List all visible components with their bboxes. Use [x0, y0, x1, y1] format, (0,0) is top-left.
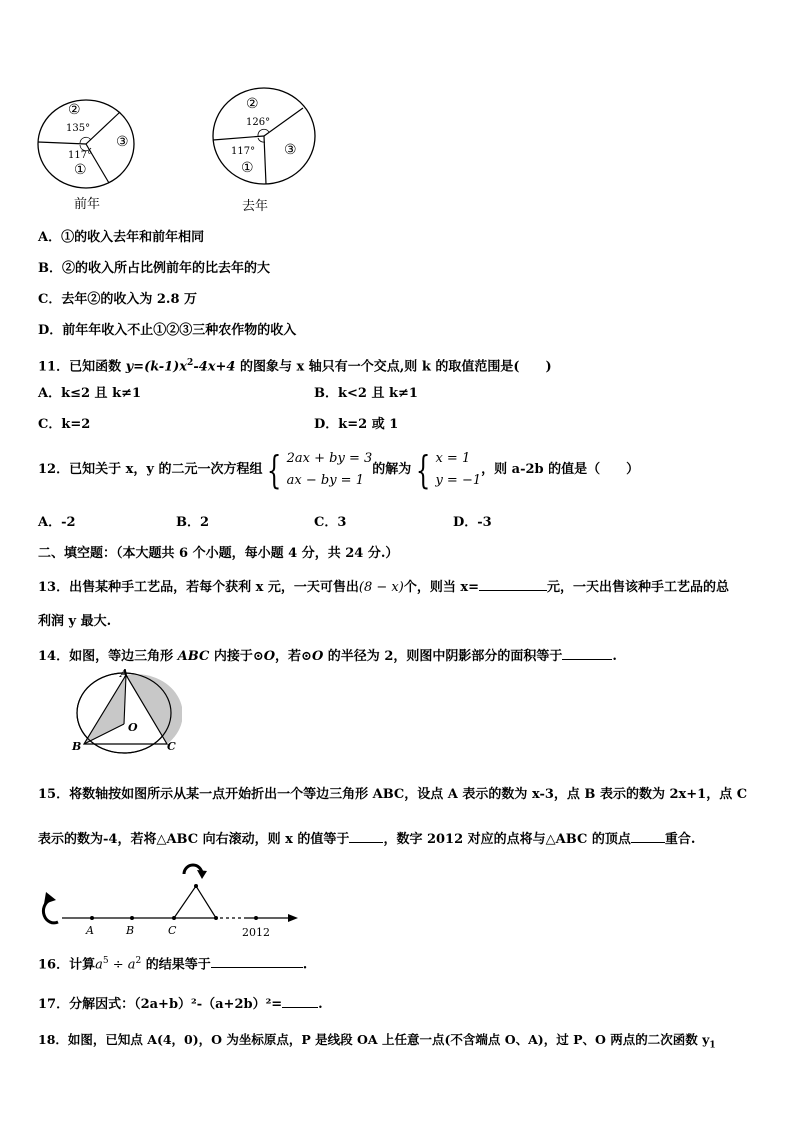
- q14-o2: O: [311, 649, 324, 664]
- q15-line2: [38, 828, 695, 849]
- q11-func-post: -4x+4: [193, 359, 236, 375]
- q14-label-a: A: [120, 668, 129, 680]
- q13-mid: 个，则当 x=: [403, 580, 479, 595]
- q12-solution: [435, 448, 481, 492]
- q11-option-c: C．k=2: [38, 417, 91, 432]
- q10-option-a: A．①的收入去年和前年相同: [38, 230, 205, 245]
- q15-line2-post: 重合.: [664, 832, 696, 847]
- q16-b: a: [127, 957, 136, 973]
- q10-option-c: C．去年②的收入为 2.8 万: [38, 292, 198, 307]
- q12-option-c: C．3: [314, 515, 347, 530]
- q14-stem-post: 的半径为 2，则图中阴影部分的面积等于: [323, 649, 563, 664]
- q12-stem-post: ，则 a-2b 的值是（ ）: [481, 462, 640, 477]
- q12-mid: 的解为: [372, 462, 412, 477]
- q12-stem-pre: 12．已知关于 x，y 的二元一次方程组: [38, 462, 263, 477]
- pie-caption-right: 去年: [242, 199, 269, 214]
- q11-stem-pre: 11．已知函数: [38, 359, 126, 375]
- pie-caption-left: 前年: [74, 197, 101, 212]
- pie-angle-b: 117°: [68, 150, 93, 161]
- q17-text: 17．分解因式：（2a+b）²-（a+2b）²=: [38, 997, 283, 1012]
- q11-option-a: A．k≤2 且 k≠1: [38, 386, 142, 401]
- q14-label-o: O: [128, 721, 138, 734]
- q11-sup: 2: [187, 358, 194, 368]
- pie-chart-last-year: [208, 84, 320, 188]
- q14-stem-pre: 14．如图，等边三角形: [38, 649, 178, 664]
- q15-label-b: B: [126, 924, 135, 937]
- q18-sub: 1: [709, 1040, 716, 1051]
- q16: [38, 952, 307, 974]
- answer-blank[interactable]: [562, 645, 612, 660]
- q16-end: .: [302, 957, 308, 973]
- q14-stem-end: .: [612, 649, 617, 664]
- pie-label-1: ①: [74, 162, 87, 178]
- q14-figure: [70, 668, 182, 756]
- q18: [38, 1031, 716, 1055]
- q11-option-b: B．k<2 且 k≠1: [314, 386, 418, 401]
- q13-line2: 利润 y 最大.: [38, 614, 112, 629]
- q14-o1: O: [263, 649, 276, 664]
- q10-option-d: D．前年年收入不止①②③三种农作物的收入: [38, 323, 297, 338]
- q16-pre: 16．计算: [38, 957, 96, 973]
- q11-option-d: D．k=2 或 1: [314, 417, 399, 432]
- q12-stem: [38, 446, 639, 494]
- pie-label-2: ②: [246, 96, 259, 112]
- pie-angle-a: 126°: [246, 117, 271, 128]
- q15-line1: 15．将数轴按如图所示从某一点开始折出一个等边三角形 ABC，设点 A 表示的数为 x-3，点 B 表示的数为 2x+1，点 C: [38, 787, 748, 802]
- pie-chart-last-year-before: [34, 96, 140, 192]
- q15-figure: [36, 858, 300, 940]
- q13-line1: [38, 576, 729, 597]
- q13-pre: 13．出售某种手工艺品，若每个获利 x 元，一天可售出: [38, 580, 359, 595]
- q16-post: 的结果等于: [141, 957, 211, 973]
- q14-stem-mid2: ，若⊙: [275, 649, 312, 664]
- q14-stem: [38, 645, 617, 666]
- q11-func: y=(k-1)x: [125, 359, 188, 375]
- q16-exp5: 5: [102, 956, 109, 966]
- pie-angle-b: 117°: [231, 146, 256, 157]
- answer-blank[interactable]: [631, 828, 665, 843]
- q12-sol1: x = 1: [435, 450, 471, 466]
- pie-angle-a: 135°: [66, 123, 91, 134]
- section-heading: 二、填空题：（本大题共 6 个小题，每小题 4 分，共 24 分.）: [38, 546, 399, 561]
- q18-text: 18．如图，已知点 A(4，0)，O 为坐标原点，P 是线段 OA 上任意一点(不含端点 O、A)，过 P、O 两点的二次函数 y: [38, 1032, 710, 1047]
- q15-line2-pre: 表示的数为-4，若将△ABC 向右滚动，则 x 的值等于: [38, 832, 350, 847]
- q12-system: [287, 448, 373, 492]
- pie-label-3: ③: [116, 134, 129, 150]
- q13-expr: (8 − x): [358, 580, 404, 595]
- q12-option-d: D．-3: [453, 515, 492, 530]
- q16-div: ÷: [108, 957, 128, 973]
- q12-option-a: A．-2: [38, 515, 76, 530]
- q15-label-a: A: [86, 924, 94, 937]
- q11-stem-post: 的图象与 x 轴只有一个交点,则 k 的取值范围是( ): [235, 359, 552, 375]
- q15-label-c: C: [168, 924, 177, 937]
- q15-label-2012: 2012: [242, 926, 270, 939]
- answer-blank[interactable]: [211, 953, 303, 968]
- q14-stem-mid1: 内接于⊙: [209, 649, 264, 664]
- pie-label-2: ②: [68, 102, 81, 118]
- q14-label-c: C: [167, 740, 176, 753]
- answer-blank[interactable]: [282, 993, 318, 1008]
- q15-line2-mid: ，数字 2012 对应的点将与△ABC 的顶点: [383, 832, 631, 847]
- q14-label-b: B: [72, 740, 82, 753]
- q17-end: .: [318, 997, 323, 1012]
- q17: [38, 993, 323, 1014]
- brace-icon: {: [416, 447, 431, 492]
- q12-eq2: ax − by = 1: [286, 472, 364, 488]
- q12-sol2: y = −1: [435, 472, 482, 488]
- q16-exp2: 2: [135, 956, 142, 966]
- q12-option-b: B．2: [176, 515, 210, 530]
- answer-blank[interactable]: [479, 576, 547, 591]
- brace-icon: {: [267, 447, 282, 492]
- pie-label-3: ③: [284, 142, 297, 158]
- q12-eq1: 2ax + by = 3: [286, 450, 373, 466]
- pie-label-1: ①: [241, 160, 254, 176]
- q10-option-b: B．②的收入所占比例前年的比去年的大: [38, 261, 270, 276]
- q16-a: a: [95, 957, 103, 973]
- q11-stem: [38, 354, 552, 376]
- q13-post: 元，一天出售该种手工艺品的总: [546, 580, 729, 595]
- q14-abc: ABC: [177, 649, 210, 664]
- answer-blank[interactable]: [349, 828, 383, 843]
